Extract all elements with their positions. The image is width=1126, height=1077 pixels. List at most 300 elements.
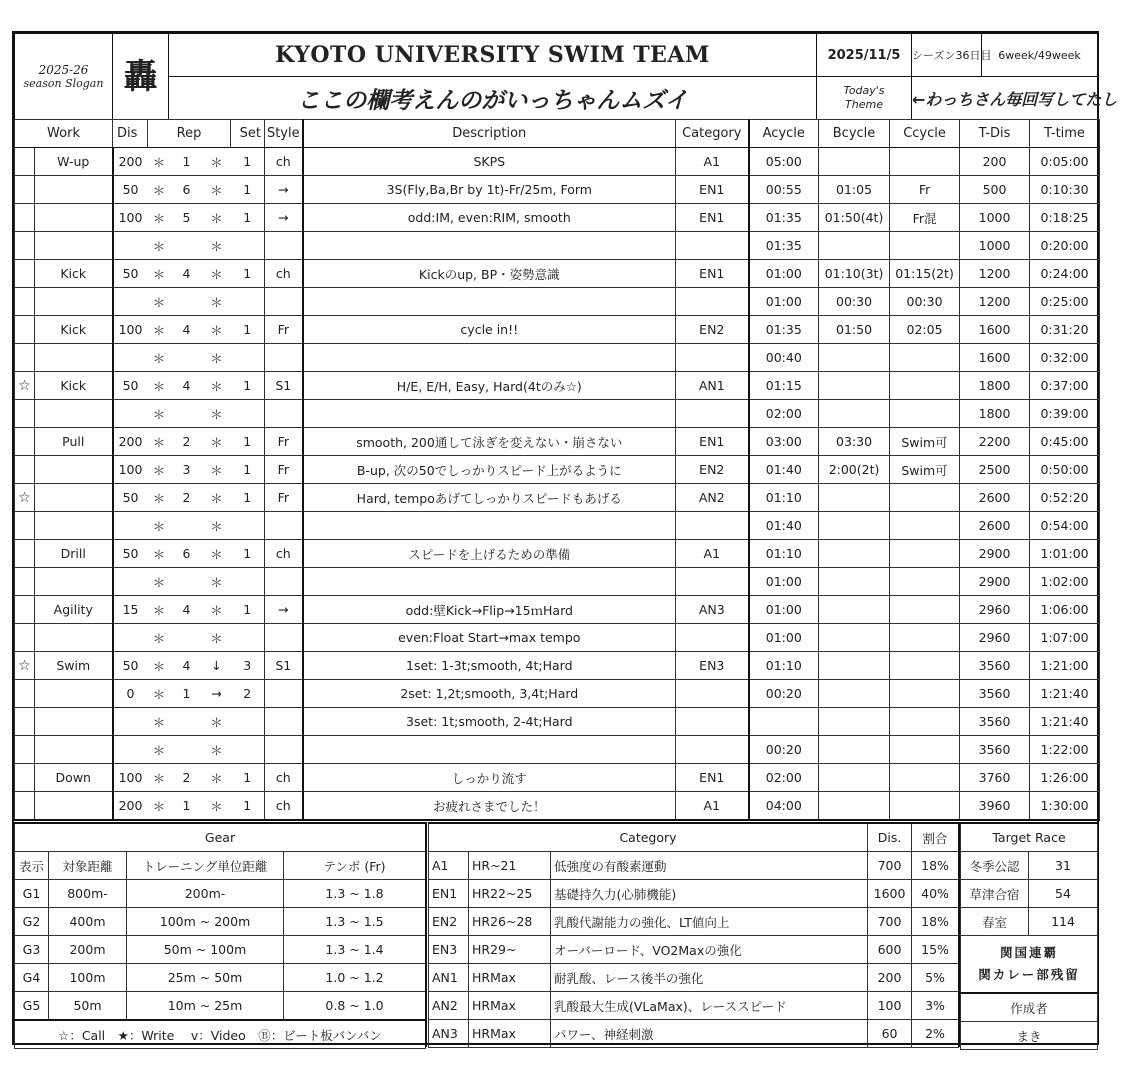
set-cell: 1 xyxy=(231,176,265,204)
acycle-cell: 04:00 xyxy=(749,792,819,821)
category-code: AN3 xyxy=(429,1020,469,1048)
operator-cell: ＊ xyxy=(148,456,171,484)
style-cell: S1 xyxy=(265,372,303,400)
operator-cell: ＊ xyxy=(203,456,231,484)
mark-cell xyxy=(15,456,35,484)
operator-cell: ＊ xyxy=(203,148,231,176)
total-time-cell: 0:20:00 xyxy=(1030,232,1100,260)
menu-row xyxy=(15,540,1100,568)
set-cell xyxy=(231,232,265,260)
total-distance-cell: 500 xyxy=(960,176,1030,204)
total-time-cell: 0:18:25 xyxy=(1030,204,1100,232)
category-cell xyxy=(676,512,749,540)
total-distance-cell: 2900 xyxy=(960,540,1030,568)
category-cell xyxy=(676,400,749,428)
ccycle-cell xyxy=(890,652,960,680)
season-day: シーズン36日目 xyxy=(912,34,982,77)
category-cell: EN1 xyxy=(676,204,749,232)
operator-cell: ＊ xyxy=(148,568,171,596)
ccycle-cell xyxy=(890,344,960,372)
total-distance-cell: 2500 xyxy=(960,456,1030,484)
gear-code: G3 xyxy=(15,936,49,964)
season-label: season Slogan xyxy=(23,76,104,90)
menu-row xyxy=(15,204,1100,232)
operator-cell: ＊ xyxy=(148,288,171,316)
bcycle-cell xyxy=(819,484,890,512)
operator-cell: ＊ xyxy=(148,176,171,204)
operator-cell: ＊ xyxy=(203,708,231,736)
total-time-cell: 1:01:00 xyxy=(1030,540,1100,568)
bcycle-cell xyxy=(819,512,890,540)
operator-cell: ＊ xyxy=(203,176,231,204)
rep-cell: 4 xyxy=(171,596,203,624)
acycle-cell: 01:15 xyxy=(749,372,819,400)
ccycle-cell xyxy=(890,484,960,512)
operator-cell: ＊ xyxy=(148,400,171,428)
category-hr: HRMax xyxy=(469,1020,551,1048)
menu-row xyxy=(15,428,1100,456)
bcycle-cell xyxy=(819,708,890,736)
description-cell: odd:IM, even:RIM, smooth xyxy=(303,204,676,232)
total-distance-cell: 1200 xyxy=(960,288,1030,316)
gear-unit-distance: 200m- xyxy=(127,880,284,908)
menu-table xyxy=(14,119,1100,821)
set-cell xyxy=(231,400,265,428)
mark-cell xyxy=(15,736,35,764)
operator-cell: ＊ xyxy=(148,148,171,176)
category-distance: 700 xyxy=(868,852,912,880)
mark-cell: ☆ xyxy=(15,372,35,400)
description-cell: Kickのup, BP・姿勢意識 xyxy=(303,260,676,288)
bcycle-cell xyxy=(819,596,890,624)
season-year: 2025-26 xyxy=(38,62,89,77)
col-work: Work xyxy=(15,120,113,148)
category-cell: EN1 xyxy=(676,260,749,288)
col-rep: Rep xyxy=(148,120,231,148)
category-cell: AN2 xyxy=(676,484,749,512)
total-distance-cell: 3760 xyxy=(960,764,1030,792)
ccycle-cell: Fr混 xyxy=(890,204,960,232)
style-cell xyxy=(265,288,303,316)
set-cell: 1 xyxy=(231,260,265,288)
race-row xyxy=(961,908,1098,936)
mark-cell xyxy=(15,176,35,204)
rep-cell: 5 xyxy=(171,204,203,232)
ccycle-cell xyxy=(890,232,960,260)
work-cell xyxy=(35,456,113,484)
mark-cell xyxy=(15,148,35,176)
description-cell: 1set: 1-3t;smooth, 4t;Hard xyxy=(303,652,676,680)
operator-cell: ＊ xyxy=(203,624,231,652)
description-cell: cycle in!! xyxy=(303,316,676,344)
mark-cell xyxy=(15,232,35,260)
gear-row xyxy=(15,908,426,936)
set-cell xyxy=(231,288,265,316)
operator-cell: ＊ xyxy=(148,736,171,764)
mark-cell xyxy=(15,540,35,568)
menu-row xyxy=(15,288,1100,316)
total-distance-cell: 1600 xyxy=(960,316,1030,344)
category-cell xyxy=(676,344,749,372)
style-cell xyxy=(265,232,303,260)
gear-unit-distance: 25m ~ 50m xyxy=(127,964,284,992)
acycle-cell: 01:40 xyxy=(749,456,819,484)
acycle-cell: 00:40 xyxy=(749,344,819,372)
acycle-cell: 01:00 xyxy=(749,568,819,596)
category-ratio: 2% xyxy=(912,1020,959,1048)
gear-unit-distance: 100m ~ 200m xyxy=(127,908,284,936)
style-cell: → xyxy=(265,176,303,204)
operator-cell: ＊ xyxy=(203,400,231,428)
description-cell: Hard, tempoあげてしっかりスピードもあげる xyxy=(303,484,676,512)
col-dis: Dis xyxy=(113,120,148,148)
style-cell xyxy=(265,512,303,540)
rep-cell: 4 xyxy=(171,316,203,344)
total-time-cell: 0:39:00 xyxy=(1030,400,1100,428)
category-ratio-header: 割合 xyxy=(912,823,959,852)
team-title: KYOTO UNIVERSITY SWIM TEAM xyxy=(169,34,817,77)
category-code: AN2 xyxy=(429,992,469,1020)
category-distance: 700 xyxy=(868,908,912,936)
acycle-cell: 01:35 xyxy=(749,204,819,232)
bcycle-cell xyxy=(819,792,890,821)
work-cell xyxy=(35,400,113,428)
acycle-cell: 01:00 xyxy=(749,288,819,316)
acycle-cell xyxy=(749,708,819,736)
operator-cell: ＊ xyxy=(148,764,171,792)
style-cell: Fr xyxy=(265,316,303,344)
description-cell: odd:壁Kick→Flip→15ｍHard xyxy=(303,596,676,624)
total-distance-cell: 200 xyxy=(960,148,1030,176)
category-ratio: 18% xyxy=(912,852,959,880)
total-time-cell: 1:26:00 xyxy=(1030,764,1100,792)
style-cell xyxy=(265,736,303,764)
mark-cell xyxy=(15,288,35,316)
category-cell: A1 xyxy=(676,792,749,821)
description-cell xyxy=(303,232,676,260)
total-distance-cell: 3560 xyxy=(960,652,1030,680)
category-cell: AN3 xyxy=(676,596,749,624)
gear-target-distance: 100m xyxy=(49,964,127,992)
category-hr: HR26~28 xyxy=(469,908,551,936)
race-days: 31 xyxy=(1029,852,1098,880)
operator-cell: ＊ xyxy=(203,764,231,792)
category-code: EN2 xyxy=(429,908,469,936)
description-cell xyxy=(303,512,676,540)
rep-cell: 2 xyxy=(171,484,203,512)
category-distance: 1600 xyxy=(868,880,912,908)
total-distance-cell: 2600 xyxy=(960,484,1030,512)
ccycle-cell xyxy=(890,624,960,652)
race-name: 冬季公認 xyxy=(961,852,1029,880)
ccycle-cell xyxy=(890,540,960,568)
work-cell xyxy=(35,204,113,232)
category-row xyxy=(429,852,959,880)
category-cell xyxy=(676,232,749,260)
menu-body xyxy=(15,148,1100,821)
symbol-legend: ☆：Call ★：Write v：Video Ⓑ：ビート板バンバン xyxy=(15,1020,426,1049)
bcycle-cell xyxy=(819,680,890,708)
rep-cell xyxy=(171,400,203,428)
acycle-cell: 01:10 xyxy=(749,484,819,512)
total-distance-cell: 2200 xyxy=(960,428,1030,456)
total-distance-cell: 2600 xyxy=(960,512,1030,540)
ccycle-cell: 02:05 xyxy=(890,316,960,344)
style-cell: Fr xyxy=(265,484,303,512)
dis-cell xyxy=(113,512,148,540)
mark-cell xyxy=(15,708,35,736)
style-cell: ch xyxy=(265,764,303,792)
set-cell: 3 xyxy=(231,652,265,680)
work-cell xyxy=(35,484,113,512)
description-cell: SKPS xyxy=(303,148,676,176)
sheet-header xyxy=(14,33,1118,120)
style-cell: ch xyxy=(265,792,303,821)
total-time-cell: 1:21:40 xyxy=(1030,680,1100,708)
bcycle-cell xyxy=(819,764,890,792)
description-cell: B-up, 次の50でしっかりスピード上がるように xyxy=(303,456,676,484)
category-cell: EN1 xyxy=(676,428,749,456)
work-cell xyxy=(35,176,113,204)
gear-code: G1 xyxy=(15,880,49,908)
total-distance-cell: 3560 xyxy=(960,708,1030,736)
category-cell: EN2 xyxy=(676,456,749,484)
category-body xyxy=(429,852,959,1048)
category-cell: AN1 xyxy=(676,372,749,400)
bcycle-cell: 01:50 xyxy=(819,316,890,344)
dis-cell: 50 xyxy=(113,484,148,512)
menu-row xyxy=(15,652,1100,680)
practice-date: 2025/11/5 xyxy=(817,34,912,77)
total-time-cell: 1:21:40 xyxy=(1030,708,1100,736)
total-distance-cell: 1200 xyxy=(960,260,1030,288)
rep-cell: 6 xyxy=(171,176,203,204)
dis-cell: 200 xyxy=(113,428,148,456)
acycle-cell: 01:35 xyxy=(749,232,819,260)
operator-cell: ＊ xyxy=(148,260,171,288)
col-category: Category xyxy=(676,120,749,148)
ccycle-cell xyxy=(890,372,960,400)
bcycle-cell xyxy=(819,736,890,764)
work-cell xyxy=(35,736,113,764)
race-days: 54 xyxy=(1029,880,1098,908)
work-cell xyxy=(35,568,113,596)
bcycle-cell: 01:10(3t) xyxy=(819,260,890,288)
category-purpose: オーバーロード、VO2Maxの強化 xyxy=(551,936,868,964)
work-cell xyxy=(35,232,113,260)
operator-cell: ＊ xyxy=(148,484,171,512)
operator-cell: → xyxy=(203,680,231,708)
operator-cell: ＊ xyxy=(148,540,171,568)
gear-unit-distance: 10m ~ 25m xyxy=(127,992,284,1021)
style-cell: → xyxy=(265,204,303,232)
acycle-cell: 01:00 xyxy=(749,260,819,288)
style-cell: Fr xyxy=(265,456,303,484)
ccycle-cell xyxy=(890,568,960,596)
total-time-cell: 1:07:00 xyxy=(1030,624,1100,652)
dis-cell xyxy=(113,232,148,260)
total-distance-cell: 1800 xyxy=(960,400,1030,428)
ccycle-cell xyxy=(890,400,960,428)
mark-cell xyxy=(15,512,35,540)
mark-cell: ☆ xyxy=(15,652,35,680)
bcycle-cell xyxy=(819,344,890,372)
set-cell: 1 xyxy=(231,148,265,176)
description-cell: smooth, 200通して泳ぎを変えない・崩さない xyxy=(303,428,676,456)
total-time-cell: 0:31:20 xyxy=(1030,316,1100,344)
dis-cell: 50 xyxy=(113,260,148,288)
gear-tempo: 1.3 ~ 1.8 xyxy=(284,880,426,908)
description-cell: H/E, E/H, Easy, Hard(4tのみ☆) xyxy=(303,372,676,400)
description-cell: しっかり流す xyxy=(303,764,676,792)
rep-cell: 1 xyxy=(171,148,203,176)
category-purpose: 耐乳酸、レース後半の強化 xyxy=(551,964,868,992)
menu-row xyxy=(15,232,1100,260)
acycle-cell: 00:20 xyxy=(749,680,819,708)
menu-row xyxy=(15,456,1100,484)
category-purpose: 低強度の有酸素運動 xyxy=(551,852,868,880)
set-cell: 1 xyxy=(231,316,265,344)
gear-tempo: 1.0 ~ 1.2 xyxy=(284,964,426,992)
menu-row xyxy=(15,568,1100,596)
total-distance-cell: 1000 xyxy=(960,204,1030,232)
total-distance-cell: 1800 xyxy=(960,372,1030,400)
description-cell: 2set: 1,2t;smooth, 3,4t;Hard xyxy=(303,680,676,708)
acycle-cell: 00:20 xyxy=(749,736,819,764)
category-cell: EN2 xyxy=(676,316,749,344)
rep-cell xyxy=(171,624,203,652)
category-hr: HR22~25 xyxy=(469,880,551,908)
bcycle-cell xyxy=(819,540,890,568)
bcycle-cell xyxy=(819,568,890,596)
category-distance: 100 xyxy=(868,992,912,1020)
category-code: EN3 xyxy=(429,936,469,964)
dis-cell: 50 xyxy=(113,652,148,680)
gear-unit-distance: 50m ~ 100m xyxy=(127,936,284,964)
operator-cell: ＊ xyxy=(203,568,231,596)
dis-cell xyxy=(113,344,148,372)
work-cell xyxy=(35,708,113,736)
panel-divider xyxy=(425,822,427,1047)
col-style: Style xyxy=(265,120,303,148)
style-cell xyxy=(265,680,303,708)
set-cell: 1 xyxy=(231,596,265,624)
acycle-cell: 02:00 xyxy=(749,400,819,428)
total-distance-cell: 3560 xyxy=(960,736,1030,764)
total-distance-cell: 2960 xyxy=(960,596,1030,624)
category-code: A1 xyxy=(429,852,469,880)
dis-cell xyxy=(113,400,148,428)
ccycle-cell xyxy=(890,680,960,708)
category-purpose: 乳酸最大生成(VLaMax)、レーススピード xyxy=(551,992,868,1020)
set-cell: 1 xyxy=(231,792,265,821)
rep-cell: 1 xyxy=(171,792,203,821)
gear-code: G4 xyxy=(15,964,49,992)
rep-cell: 6 xyxy=(171,540,203,568)
menu-row xyxy=(15,512,1100,540)
category-hr: HRMax xyxy=(469,964,551,992)
category-code: EN1 xyxy=(429,880,469,908)
rep-cell: 4 xyxy=(171,372,203,400)
col-ttime: T-time xyxy=(1030,120,1100,148)
theme-label-line1: Today's xyxy=(843,84,885,97)
category-cell: A1 xyxy=(676,540,749,568)
operator-cell: ＊ xyxy=(203,204,231,232)
season-slogan: ここの欄考えんのがいっちゃんムズイ xyxy=(169,77,817,120)
dis-cell: 15 xyxy=(113,596,148,624)
acycle-cell: 01:00 xyxy=(749,624,819,652)
bcycle-cell xyxy=(819,148,890,176)
operator-cell: ＊ xyxy=(203,316,231,344)
operator-cell: ＊ xyxy=(203,288,231,316)
category-row xyxy=(429,936,959,964)
operator-cell: ＊ xyxy=(203,372,231,400)
acycle-cell: 00:55 xyxy=(749,176,819,204)
dis-cell xyxy=(113,568,148,596)
operator-cell: ＊ xyxy=(148,708,171,736)
work-cell xyxy=(35,288,113,316)
race-name: 春室 xyxy=(961,908,1029,936)
category-purpose: 乳酸代謝能力の強化、LT値向上 xyxy=(551,908,868,936)
rep-cell xyxy=(171,568,203,596)
work-cell xyxy=(35,344,113,372)
category-title: Category xyxy=(429,823,868,852)
category-ratio: 5% xyxy=(912,964,959,992)
menu-row xyxy=(15,260,1100,288)
gear-row xyxy=(15,964,426,992)
col-set: Set xyxy=(231,120,265,148)
gear-target-distance: 200m xyxy=(49,936,127,964)
operator-cell: ＊ xyxy=(148,512,171,540)
style-cell: Fr xyxy=(265,428,303,456)
bcycle-cell: 01:50(4t) xyxy=(819,204,890,232)
category-cell: EN3 xyxy=(676,652,749,680)
mark-cell: ☆ xyxy=(15,484,35,512)
ccycle-cell xyxy=(890,708,960,736)
ccycle-cell xyxy=(890,764,960,792)
description-cell xyxy=(303,344,676,372)
total-time-cell: 0:54:00 xyxy=(1030,512,1100,540)
operator-cell: ＊ xyxy=(203,428,231,456)
style-cell xyxy=(265,708,303,736)
set-cell xyxy=(231,708,265,736)
category-hr: HR~21 xyxy=(469,852,551,880)
set-cell: 1 xyxy=(231,428,265,456)
ccycle-cell xyxy=(890,736,960,764)
ccycle-cell: Fr xyxy=(890,176,960,204)
category-row xyxy=(429,1020,959,1048)
race-row xyxy=(961,852,1098,880)
description-cell: スピードを上げるための準備 xyxy=(303,540,676,568)
category-hr: HR29~ xyxy=(469,936,551,964)
set-cell: 1 xyxy=(231,204,265,232)
set-cell: 1 xyxy=(231,372,265,400)
rep-cell: 4 xyxy=(171,652,203,680)
category-dis-header: Dis. xyxy=(868,823,912,852)
rep-cell: 1 xyxy=(171,680,203,708)
bcycle-cell: 01:05 xyxy=(819,176,890,204)
rep-cell xyxy=(171,512,203,540)
menu-header-row xyxy=(15,120,1100,148)
gear-body xyxy=(15,880,426,1021)
description-cell: お疲れさまでした！ xyxy=(303,792,676,821)
rep-cell xyxy=(171,232,203,260)
description-cell xyxy=(303,400,676,428)
work-cell xyxy=(35,624,113,652)
category-cell xyxy=(676,680,749,708)
work-cell: Kick xyxy=(35,372,113,400)
dis-cell: 0 xyxy=(113,680,148,708)
